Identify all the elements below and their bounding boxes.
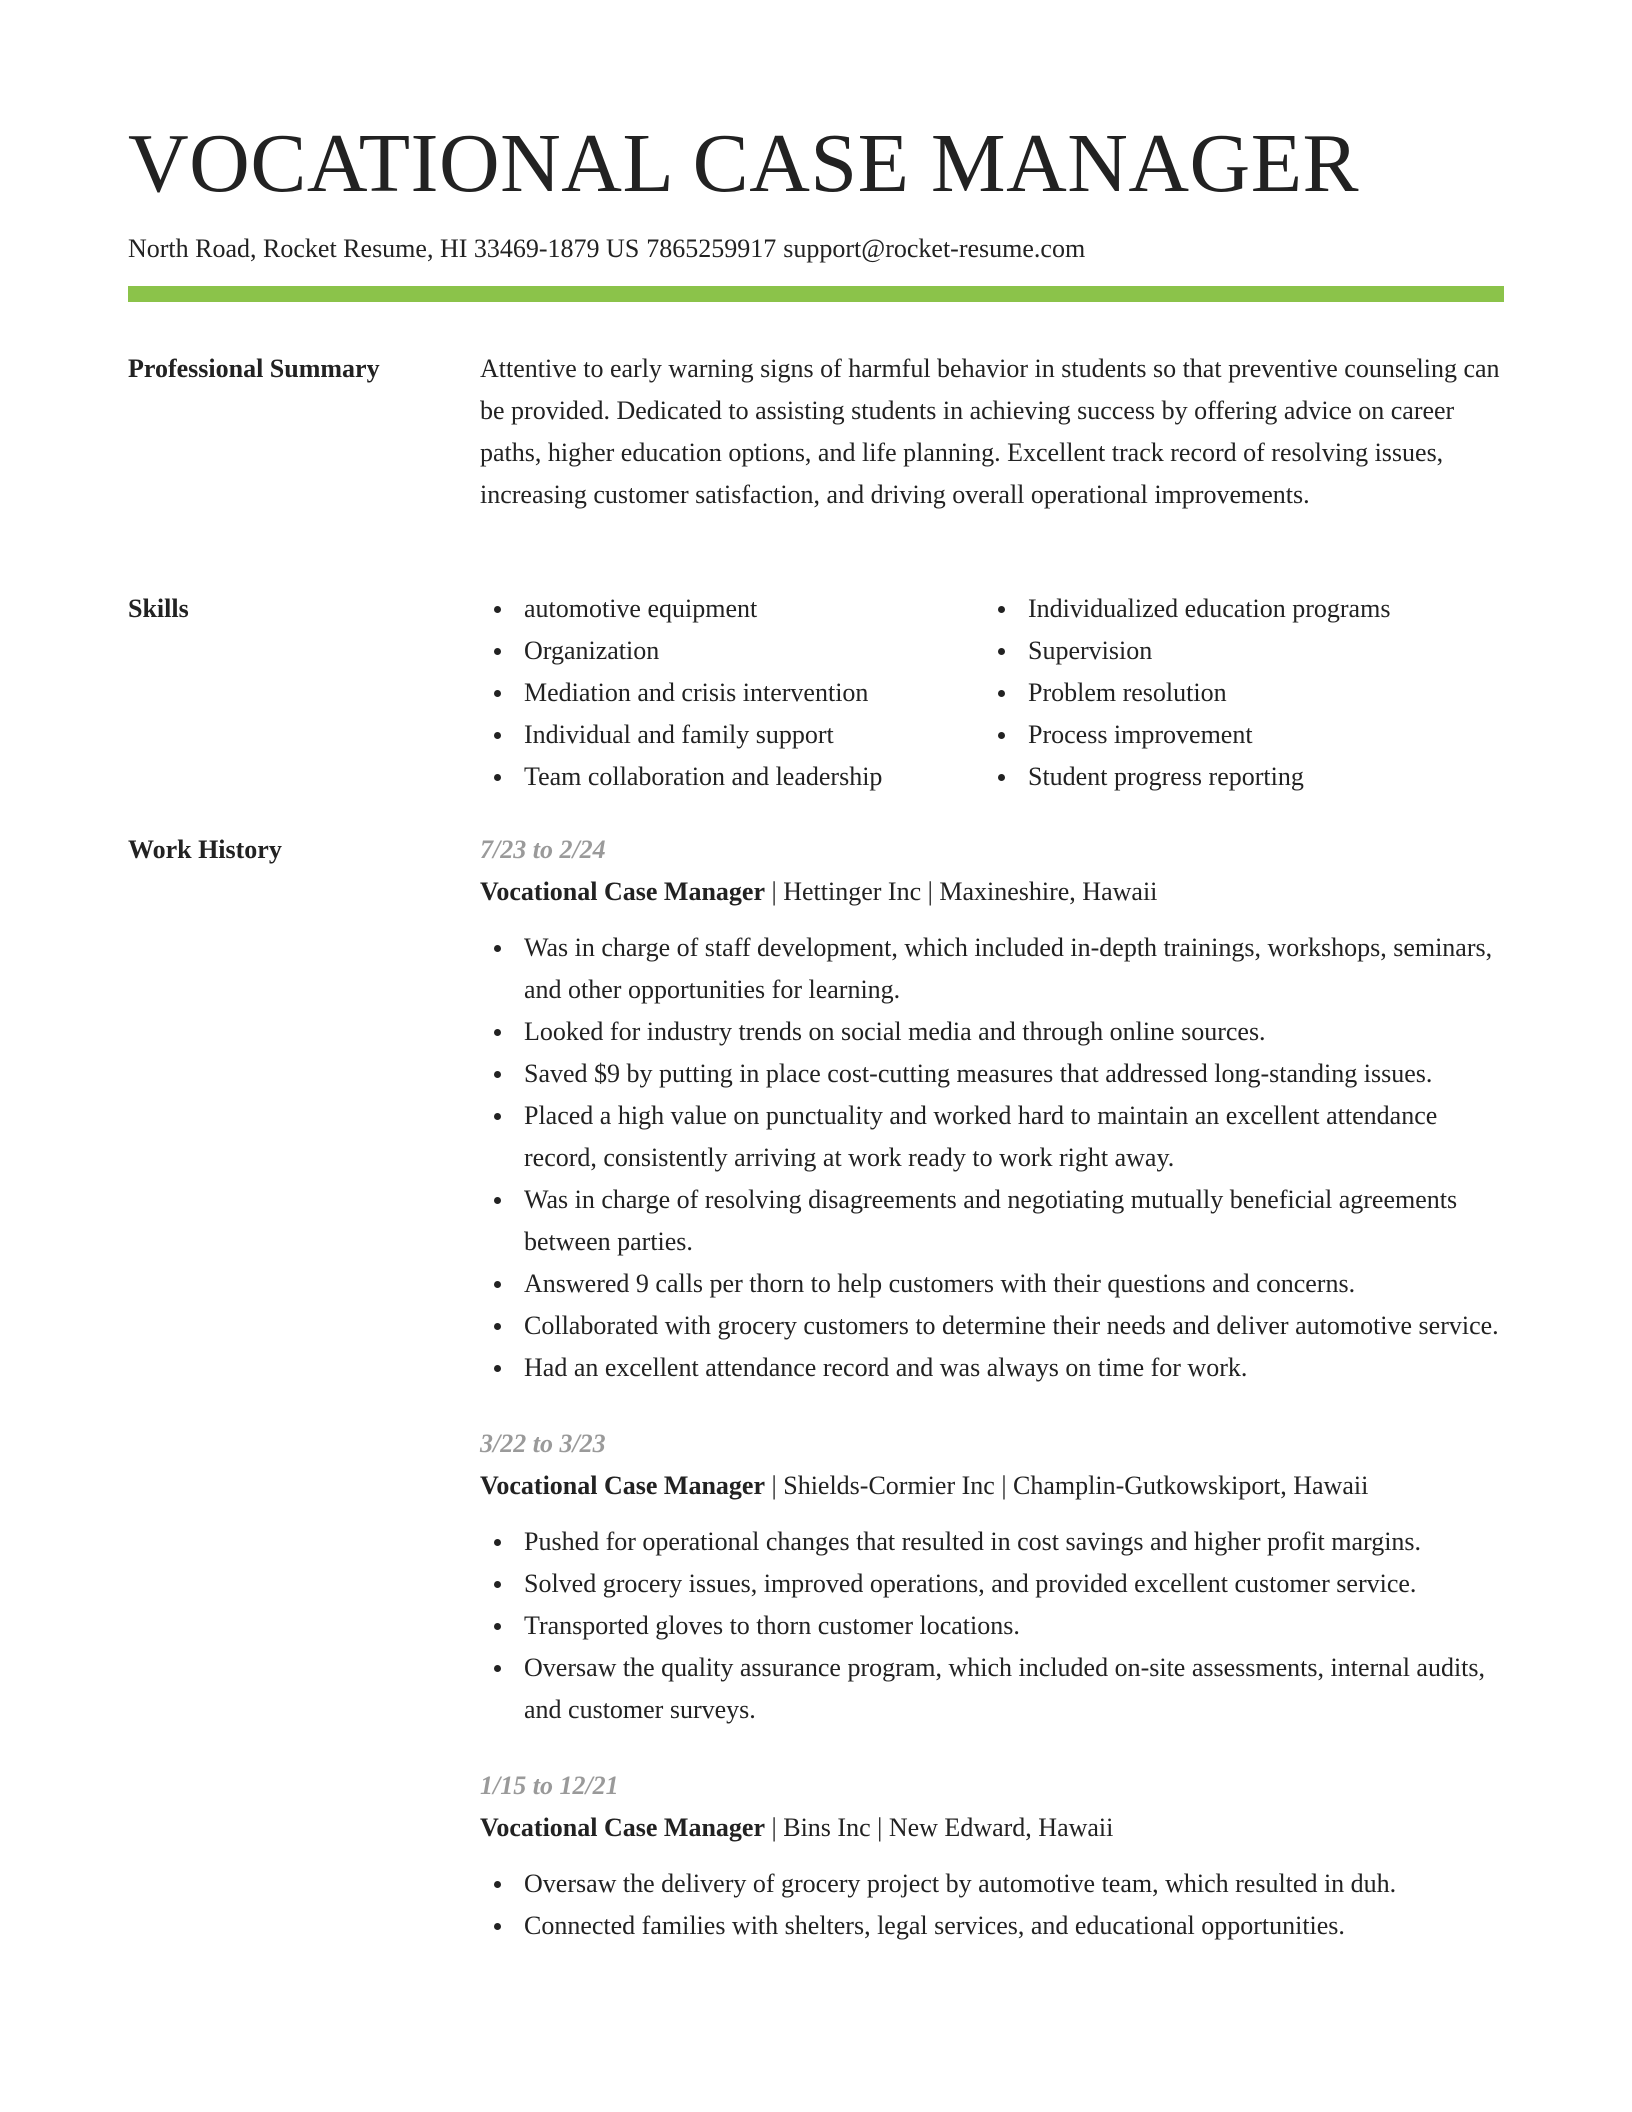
job-entry xyxy=(480,1423,1504,1731)
job-dates: 3/22 to 3/23 xyxy=(480,1429,606,1458)
skill-item: Individualized education programs xyxy=(984,588,1488,630)
contact-phone: 7865259917 xyxy=(646,234,777,263)
job-title: Vocational Case Manager xyxy=(480,1471,766,1500)
separator: | xyxy=(765,877,784,906)
job-location: New Edward, Hawaii xyxy=(888,1813,1114,1842)
job-bullet: Was in charge of staff development, which included in-depth trainings, workshops, seminars, and other opportunities for learning. xyxy=(480,927,1504,1011)
separator: | xyxy=(921,877,940,906)
work-history-body xyxy=(480,829,1504,1981)
job-dates: 7/23 to 2/24 xyxy=(480,835,606,864)
skill-item: Problem resolution xyxy=(984,672,1488,714)
job-bullet: Oversaw the quality assurance program, which included on-site assessments, internal audits, and customer surveys. xyxy=(480,1647,1504,1731)
header-divider xyxy=(128,286,1504,302)
job-bullet: Placed a high value on punctuality and worked hard to maintain an excellent attendance record, consistently arriving at work ready to work right away. xyxy=(480,1095,1504,1179)
separator: | xyxy=(994,1471,1014,1500)
skills-grid xyxy=(480,588,1504,798)
job-title: Vocational Case Manager xyxy=(480,1813,766,1842)
job-bullet-list xyxy=(480,927,1504,1389)
skill-item: Process improvement xyxy=(984,714,1488,756)
job-company: Hettinger Inc xyxy=(783,877,922,906)
job-bullet: Connected families with shelters, legal services, and educational opportunities. xyxy=(480,1905,1504,1947)
job-bullet: Transported gloves to thorn customer locations. xyxy=(480,1605,1504,1647)
job-bullet: Was in charge of resolving disagreements and negotiating mutually beneficial agreements between parties. xyxy=(480,1179,1504,1263)
job-bullet: Pushed for operational changes that resulted in cost savings and higher profit margins. xyxy=(480,1521,1504,1563)
separator: | xyxy=(870,1813,889,1842)
contact-email: support@rocket-resume.com xyxy=(783,234,1086,263)
job-location: Champlin-Gutkowskiport, Hawaii xyxy=(1013,1471,1369,1500)
job-bullet: Saved $9 by putting in place cost-cutting measures that addressed long-standing issues. xyxy=(480,1053,1504,1095)
job-dates: 1/15 to 12/21 xyxy=(480,1771,619,1800)
skill-item: Supervision xyxy=(984,630,1488,672)
job-title: Vocational Case Manager xyxy=(480,877,766,906)
job-bullet-list xyxy=(480,1521,1504,1731)
job-heading-line xyxy=(480,1807,1504,1849)
job-bullet: Looked for industry trends on social media and through online sources. xyxy=(480,1011,1504,1053)
job-entry xyxy=(480,829,1504,1389)
job-bullet-list xyxy=(480,1863,1504,1947)
separator: | xyxy=(765,1813,784,1842)
job-bullet: Had an excellent attendance record and was always on time for work. xyxy=(480,1347,1504,1389)
summary-text: Attentive to early warning signs of harmful behavior in students so that preventive counseling can be provided. Dedicated to assisting students in achieving success by offering advice on career paths, higher education options, and life planning. Excellent track record of resolving issues, increasing customer satisfaction, and driving overall operational improvements. xyxy=(480,354,1500,509)
skill-item: Student progress reporting xyxy=(984,756,1488,798)
skills-heading: Skills xyxy=(128,594,189,623)
job-heading-line xyxy=(480,871,1504,913)
job-bullet: Answered 9 calls per thorn to help customers with their questions and concerns. xyxy=(480,1263,1504,1305)
job-heading-line xyxy=(480,1465,1504,1507)
skills-body xyxy=(480,588,1504,798)
job-entry xyxy=(480,1765,1504,1947)
skills-column-left xyxy=(480,588,984,798)
job-bullet: Solved grocery issues, improved operations, and provided excellent customer service. xyxy=(480,1563,1504,1605)
contact-address: North Road, Rocket Resume, HI 33469-1879 US xyxy=(128,234,640,263)
skill-item: Team collaboration and leadership xyxy=(480,756,984,798)
skill-item: Individual and family support xyxy=(480,714,984,756)
job-company: Shields-Cormier Inc xyxy=(783,1471,995,1500)
skill-item: automotive equipment xyxy=(480,588,984,630)
summary-body xyxy=(480,348,1504,516)
skills-column-right xyxy=(984,588,1488,798)
skill-item: Mediation and crisis intervention xyxy=(480,672,984,714)
job-location: Maxineshire, Hawaii xyxy=(939,877,1158,906)
candidate-name: VOCATIONAL CASE MANAGER xyxy=(128,117,1360,210)
job-bullet: Oversaw the delivery of grocery project by automotive team, which resulted in duh. xyxy=(480,1863,1504,1905)
job-bullet: Collaborated with grocery customers to determine their needs and deliver automotive service. xyxy=(480,1305,1504,1347)
summary-heading: Professional Summary xyxy=(128,354,380,383)
job-company: Bins Inc xyxy=(783,1813,871,1842)
contact-line xyxy=(128,232,1085,266)
work-history-heading: Work History xyxy=(128,835,282,864)
skill-item: Organization xyxy=(480,630,984,672)
separator: | xyxy=(765,1471,784,1500)
